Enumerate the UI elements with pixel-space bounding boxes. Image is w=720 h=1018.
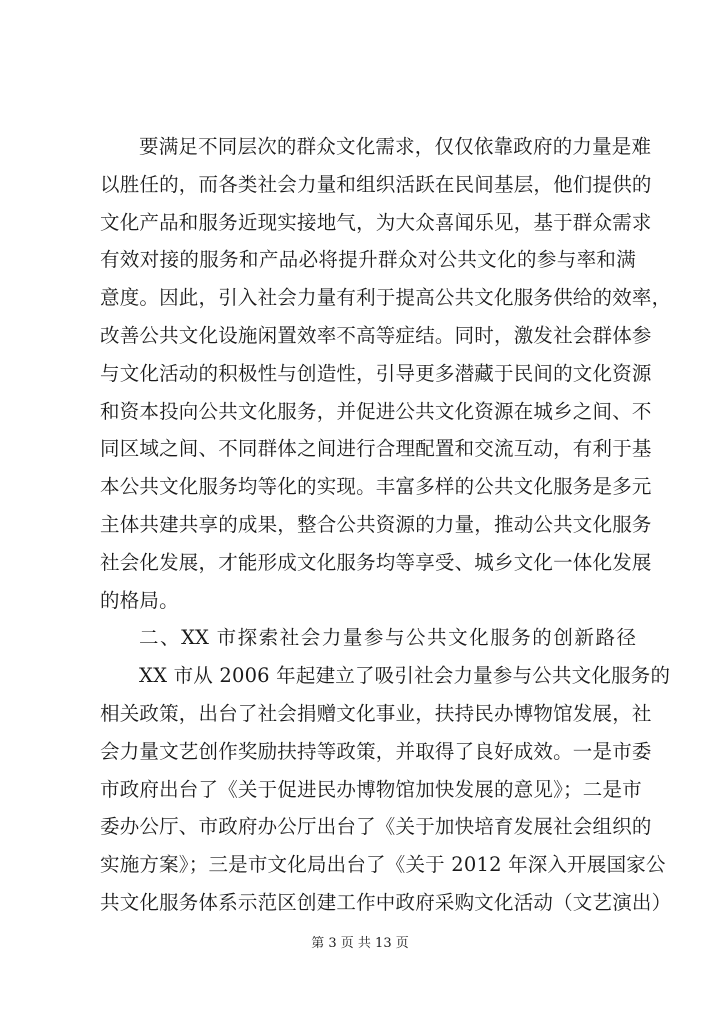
paragraph-2-line-4: 市政府出台了《关于促进民办博物馆加快发展的意见》；二是市 [100,777,642,801]
paragraph-1-line-10: 本公共文化服务均等化的实现。丰富多样的公共文化服务是多元 [100,475,652,499]
paragraph-1-line-2: 以胜任的，而各类社会力量和组织活跃在民间基层，他们提供的 [100,172,652,196]
paragraph-2-line-5: 委办公厅、市政府办公厅出台了《关于加快培育发展社会组织的 [100,815,652,839]
paragraph-1-line-1: 要满足不同层次的群众文化需求，仅仅依靠政府的力量是难 [139,135,652,158]
paragraph-2-line-2: 相关政策，出台了社会捐赠文化事业，扶持民办博物馆发展，社 [100,702,652,725]
paragraph-1-line-7: 与文化活动的积极性与创造性，引导更多潜藏于民间的文化资源 [100,361,652,385]
paragraph-1-line-11: 主体共建共享的成果，整合公共资源的力量，推动公共文化服务 [100,513,652,536]
page-number-footer: 第 3 页 共 13 页 [311,936,409,951]
paragraph-2-line-6: 实施方案》；三是市文化局出台了《关于 2012 年深入开展国家公 [100,853,666,877]
paragraph-1-line-3: 文化产品和服务近现实接地气，为大众喜闻乐见，基于群众需求 [100,210,652,234]
paragraph-1-line-12: 社会化发展，才能形成文化服务均等享受、城乡文化一体化发展 [100,550,652,574]
paragraph-1-line-4: 有效对接的服务和产品必将提升群众对公共文化的参与率和满 [100,248,636,272]
section-heading: 二、XX 市探索社会力量参与公共文化服务的创新路径 [139,626,636,650]
paragraph-1-line-6: 改善公共文化设施闲置效率不高等症结。同时，激发社会群体参 [100,324,652,347]
paragraph-1-line-5: 意度。因此，引入社会力量有利于提高公共文化服务供给的效率， [100,286,672,310]
paragraph-1-line-13: 的格局。 [100,588,179,612]
paragraph-2-line-7: 共文化服务体系示范区创建工作中政府采购文化活动（文艺演出） [100,891,672,914]
paragraph-1-line-9: 同区域之间、不同群体之间进行合理配置和交流互动，有利于基 [100,437,652,461]
paragraph-1-line-8: 和资本投向公共文化服务，并促进公共文化资源在城乡之间、不 [100,399,652,423]
paragraph-2-line-1: XX 市从 2006 年起建立了吸引社会力量参与公共文化服务的 [139,664,671,688]
paragraph-2-line-3: 会力量文艺创作奖励扶持等政策，并取得了良好成效。一是市委 [100,739,652,763]
